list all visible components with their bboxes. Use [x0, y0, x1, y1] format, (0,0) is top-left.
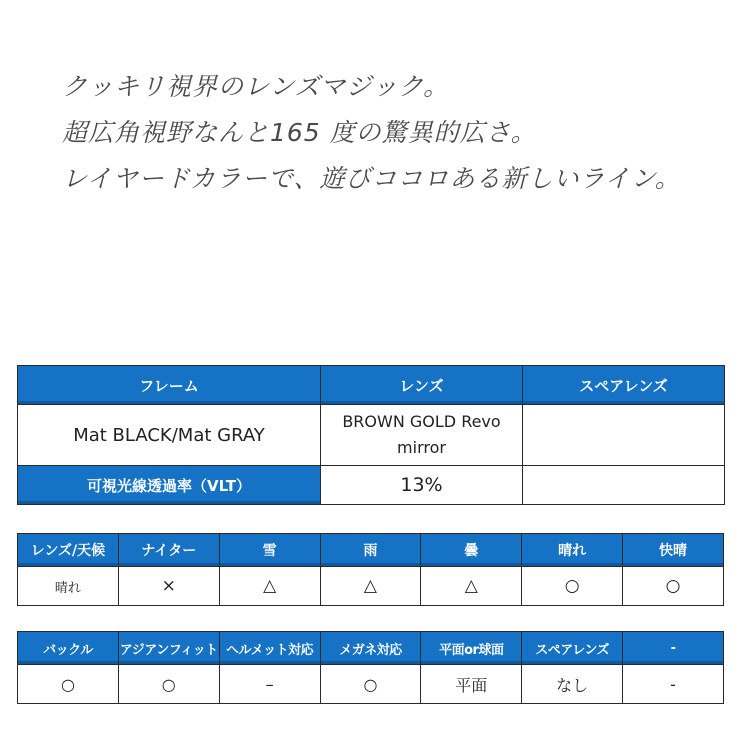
spec-header-row	[18, 366, 725, 405]
lens-value	[321, 405, 523, 466]
weather-value-row	[18, 567, 724, 606]
weather-header: レンズ/天候	[18, 534, 119, 567]
vlt-row	[18, 466, 725, 505]
feature-cell: -	[623, 665, 724, 704]
weather-cell: △	[219, 567, 320, 606]
weather-cell: △	[421, 567, 522, 606]
intro-copy	[62, 72, 681, 210]
weather-header: 晴れ	[522, 534, 623, 567]
feature-cell: ○	[118, 665, 219, 704]
weather-table	[17, 533, 724, 606]
feature-cell: –	[219, 665, 320, 704]
lens-value-line-2: mirror	[397, 438, 446, 457]
vlt-value: 13%	[321, 466, 523, 505]
intro-line-2: 超広角視野なんと165 度の驚異的広さ。	[62, 118, 537, 147]
weather-cell: △	[320, 567, 421, 606]
frame-value: Mat BLACK/Mat GRAY	[18, 405, 321, 466]
header-spare-lens: スペアレンズ	[523, 366, 725, 405]
spec-table	[17, 365, 725, 505]
vlt-label: 可視光線透過率（VLT）	[18, 466, 321, 505]
spare-lens-value	[523, 405, 725, 466]
features-value-row	[18, 665, 724, 704]
weather-cell: ○	[623, 567, 724, 606]
weather-header: 曇	[421, 534, 522, 567]
vlt-extra-cell	[523, 466, 725, 505]
weather-header: 快晴	[623, 534, 724, 567]
header-frame: フレーム	[18, 366, 321, 405]
feature-cell: ○	[18, 665, 119, 704]
intro-line-3: レイヤードカラーで、遊びココロある新しいライン。	[62, 164, 681, 193]
weather-cell: ○	[522, 567, 623, 606]
weather-header: 雪	[219, 534, 320, 567]
feature-header: アジアンフィット	[118, 632, 219, 665]
spec-value-row	[18, 405, 725, 466]
weather-lens-cell: 晴れ	[18, 567, 119, 606]
feature-cell: 平面	[421, 665, 522, 704]
weather-header: ナイター	[118, 534, 219, 567]
feature-cell: なし	[522, 665, 623, 704]
feature-header: ヘルメット対応	[219, 632, 320, 665]
feature-cell: ○	[320, 665, 421, 704]
feature-header: -	[623, 632, 724, 665]
weather-header-row	[18, 534, 724, 567]
features-header-row	[18, 632, 724, 665]
intro-line-1: クッキリ視界のレンズマジック。	[62, 72, 450, 101]
feature-header: スペアレンズ	[522, 632, 623, 665]
weather-header: 雨	[320, 534, 421, 567]
lens-value-line-1: BROWN GOLD Revo	[342, 412, 501, 431]
feature-header: 平面or球面	[421, 632, 522, 665]
feature-header: メガネ対応	[320, 632, 421, 665]
weather-cell: ×	[118, 567, 219, 606]
feature-header: バックル	[18, 632, 119, 665]
header-lens: レンズ	[321, 366, 523, 405]
features-table	[17, 631, 724, 704]
